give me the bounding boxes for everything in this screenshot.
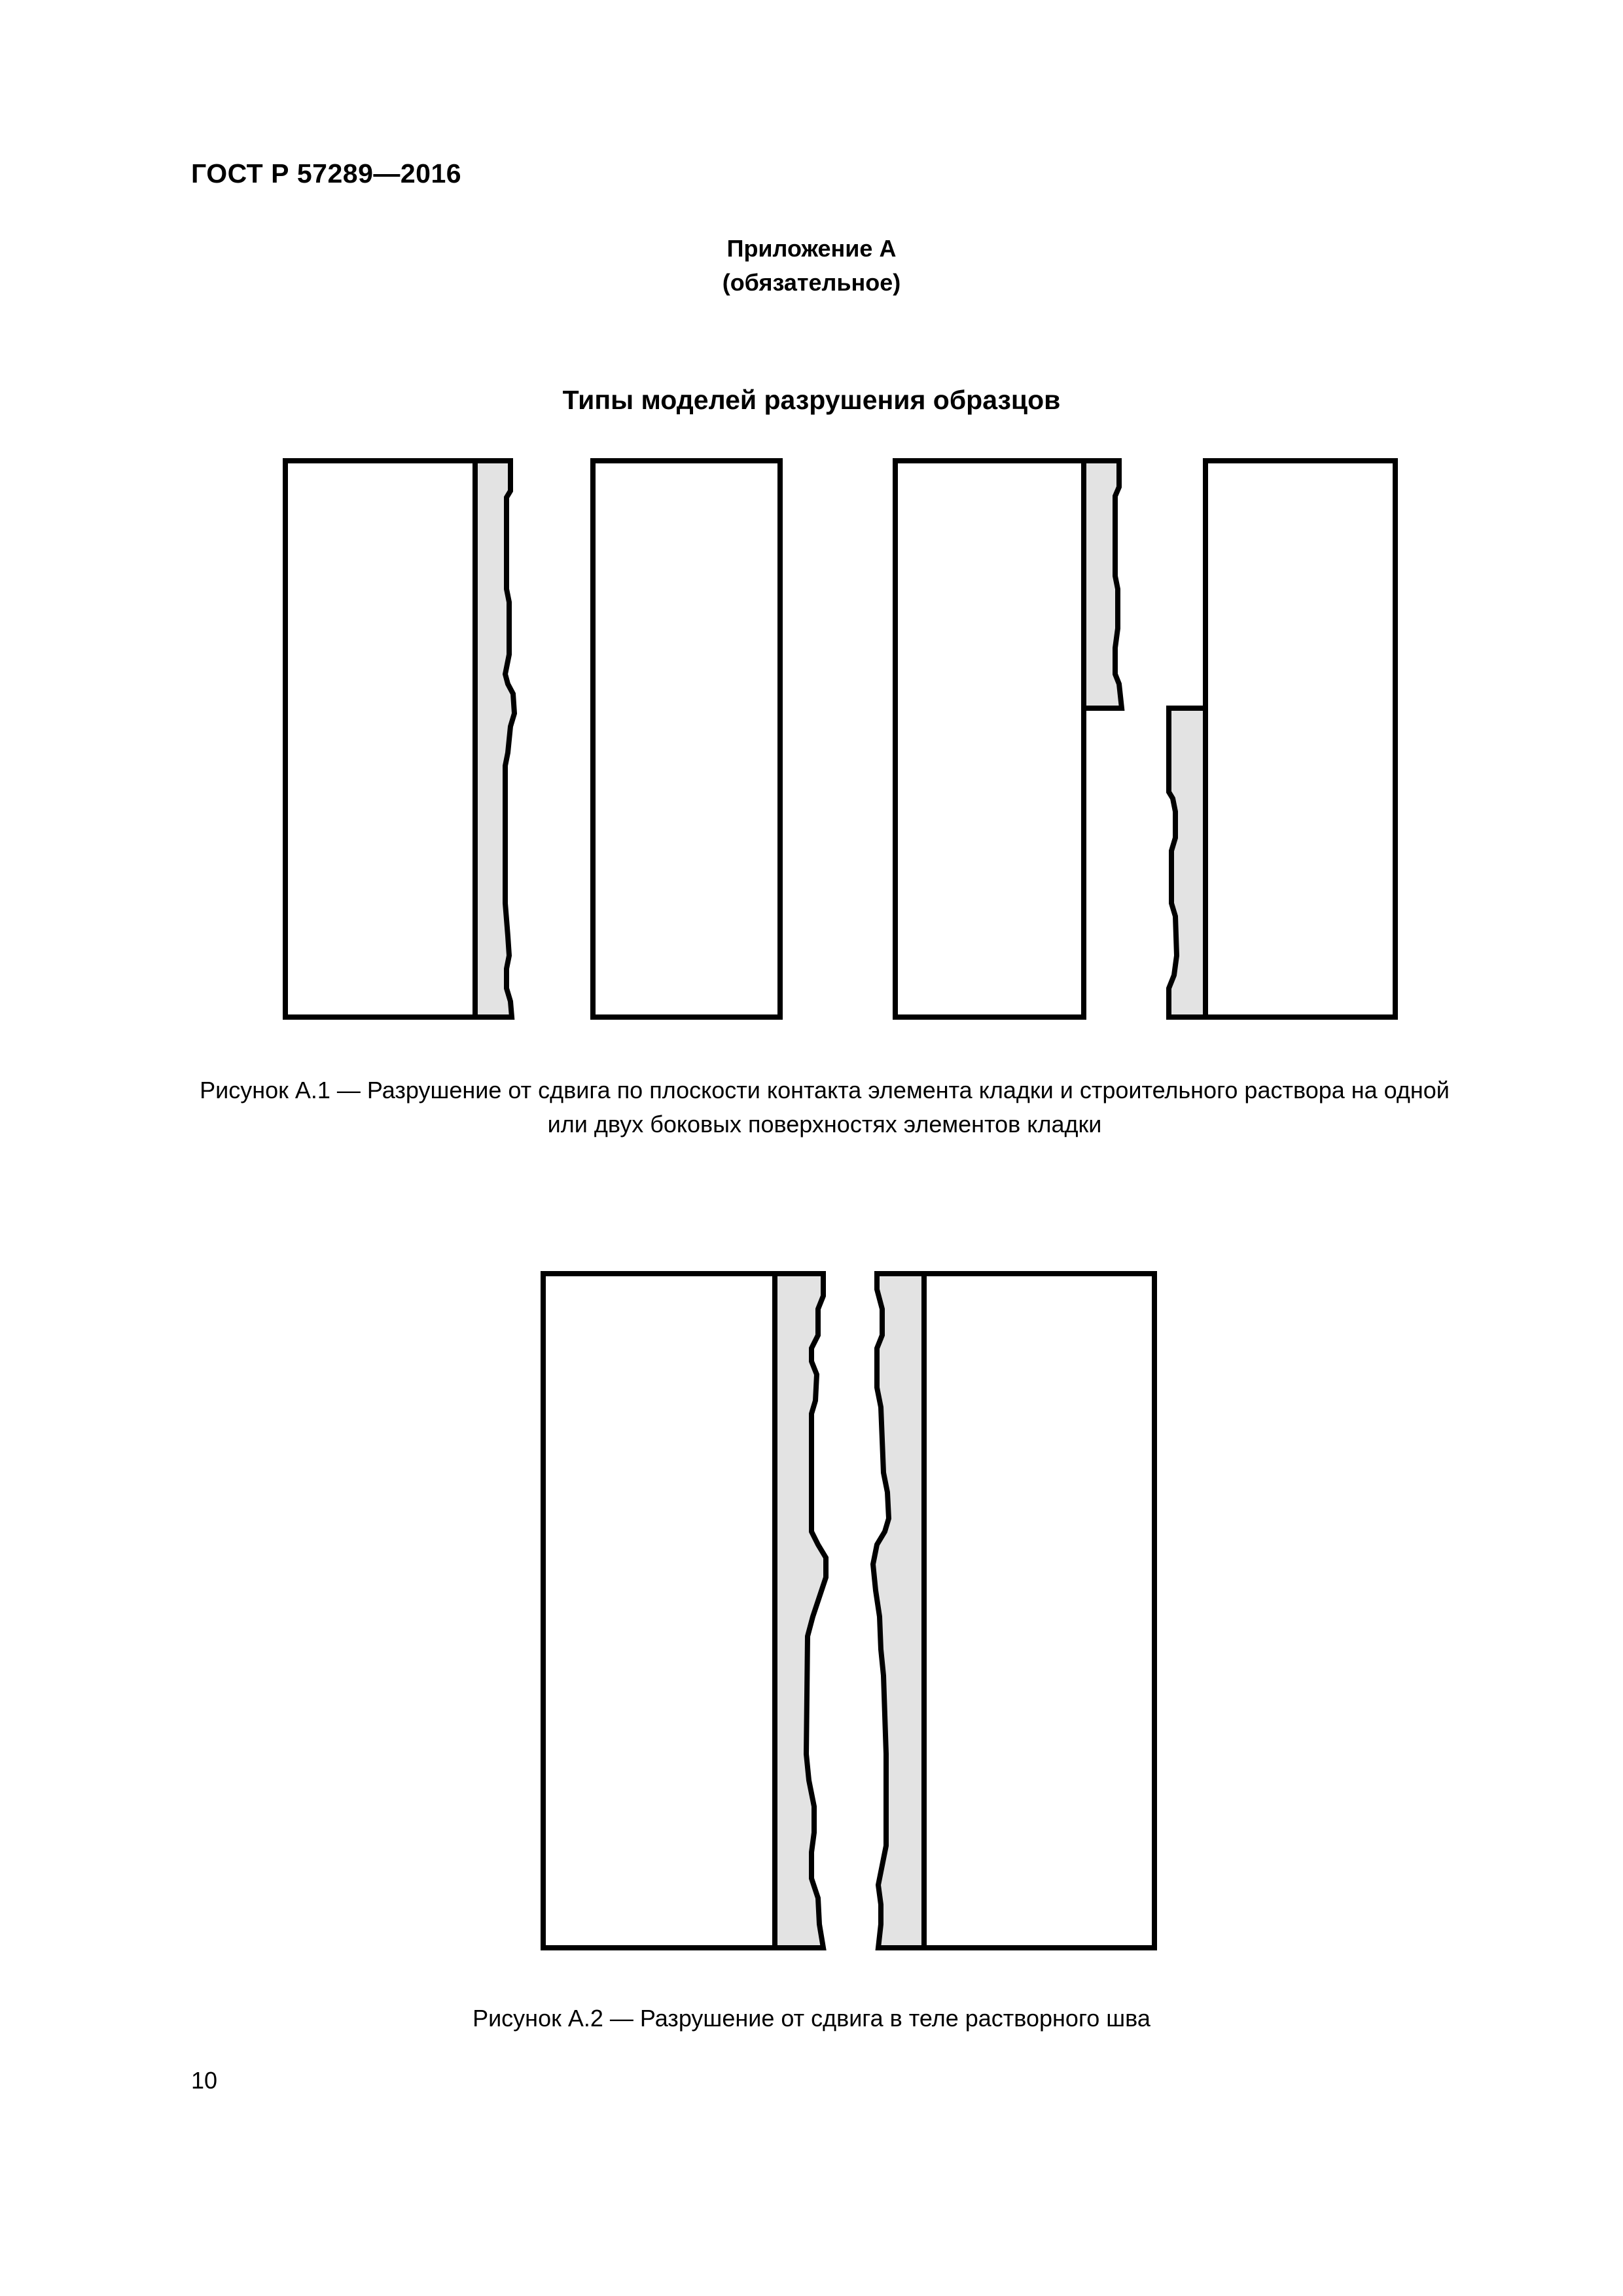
- fig1-block-4: [1205, 461, 1395, 1017]
- section-title: Типы моделей разрушения образцов: [562, 385, 1061, 415]
- figure-a1-caption-line2: или двух боковых поверхностях элементов кладки: [547, 1111, 1102, 1138]
- fig1-block-3: [895, 461, 1084, 1017]
- fig2-block-right: [924, 1274, 1154, 1948]
- annex-label: Приложение А: [726, 235, 897, 262]
- page-number: 10: [191, 2067, 218, 2094]
- fig2-block-left: [543, 1274, 775, 1948]
- figure-a2: [543, 1274, 1154, 1948]
- fig1-block-2: [593, 461, 780, 1017]
- fig2-mortar-left: [775, 1274, 826, 1948]
- fig1-block-1: [285, 461, 475, 1017]
- fig2-mortar-right: [873, 1274, 924, 1948]
- figure-a1-caption-line1: Рисунок А.1 — Разрушение от сдвига по плоскости контакта элемента кладки и строительного раствора на одной: [200, 1077, 1450, 1103]
- annex-status: (обязательное): [722, 269, 901, 296]
- figure-a1-caption: [183, 1073, 1466, 1141]
- fig1-mortar-3: [1169, 708, 1205, 1017]
- fig1-mortar-2: [1084, 461, 1122, 708]
- document-code: ГОСТ Р 57289—2016: [191, 158, 462, 188]
- figure-a1: [285, 461, 1395, 1017]
- fig1-mortar-1: [475, 461, 514, 1017]
- figure-a2-caption: Рисунок А.2 — Разрушение от сдвига в теле растворного шва: [473, 2005, 1150, 2032]
